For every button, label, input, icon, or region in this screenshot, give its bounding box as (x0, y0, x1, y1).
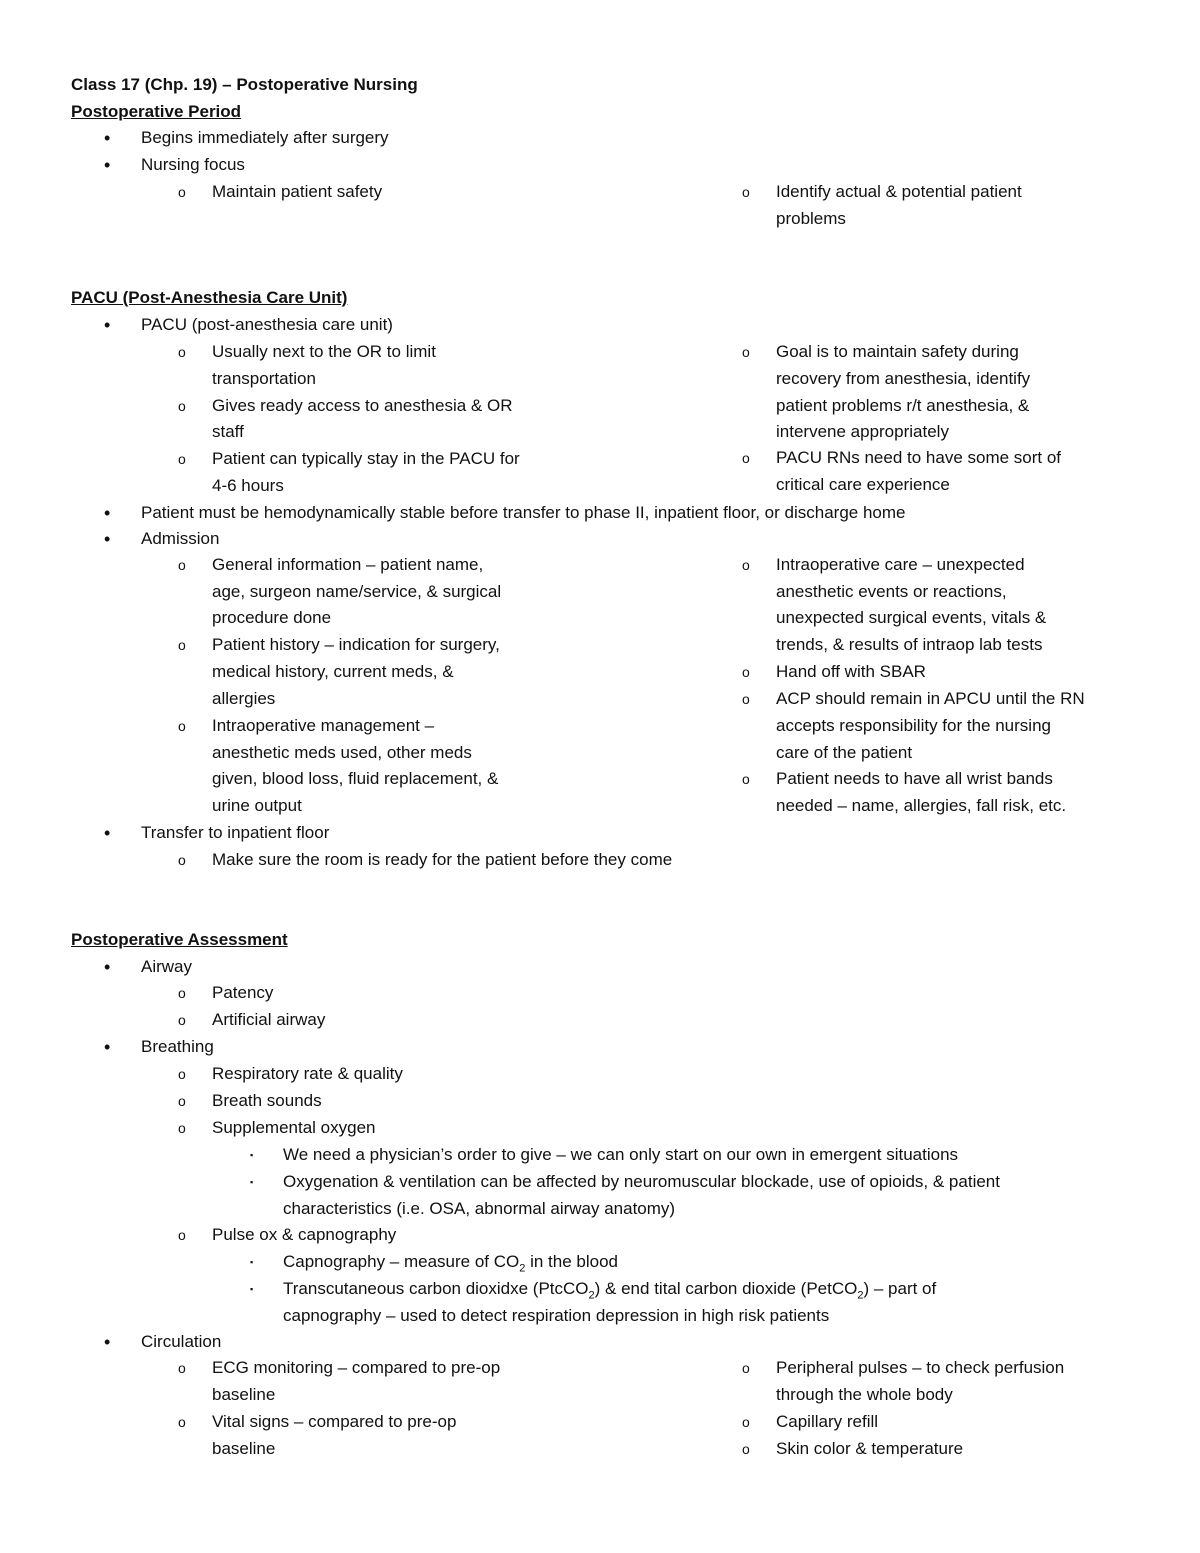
list-item: PACU RNs need to have some sort of (776, 448, 1062, 467)
sub-bullet-marker: o (742, 1414, 750, 1430)
list-item: Supplemental oxygen (212, 1118, 376, 1137)
list-item: ECG monitoring – compared to pre-op (212, 1358, 501, 1377)
bullet-marker: • (104, 957, 111, 977)
list-item: Hand off with SBAR (776, 662, 926, 681)
square-bullet-marker: ▪ (250, 1257, 254, 1267)
list-item-continuation: medical history, current meds, & (212, 662, 454, 681)
list-item-continuation: intervene appropriately (776, 422, 949, 441)
list-item: Patient history – indication for surgery, (212, 635, 500, 654)
sub-bullet-marker: o (742, 184, 750, 200)
sub-bullet-marker: o (742, 557, 750, 573)
list-item-continuation: procedure done (212, 608, 332, 627)
sub-bullet-marker: o (178, 1120, 186, 1136)
list-item: Patient can typically stay in the PACU for (212, 449, 520, 468)
document-title: Class 17 (Chp. 19) – Postoperative Nursing (71, 75, 418, 94)
list-item: General information – patient name, (212, 555, 484, 574)
list-item: Begins immediately after surgery (141, 128, 389, 147)
section-heading-postoperative-period: Postoperative Period (71, 102, 242, 121)
list-item: Respiratory rate & quality (212, 1064, 403, 1083)
list-item: Patient must be hemodynamically stable before transfer to phase II, inpatient floor, or discharge home (141, 503, 906, 522)
list-item: Breathing (141, 1037, 214, 1056)
sub-bullet-marker: o (178, 1012, 186, 1028)
list-item-continuation: staff (212, 422, 244, 441)
list-item-continuation: unexpected surgical events, vitals & (776, 608, 1047, 627)
list-item: Transcutaneous carbon dioxidxe (PtcCO$_2$) & end tital carbon dioxide (PetCO$_2$) – part of (283, 1279, 937, 1302)
sub-bullet-marker: o (178, 398, 186, 414)
sub-bullet-marker: o (742, 691, 750, 707)
list-item-continuation: critical care experience (776, 475, 950, 494)
list-item: Gives ready access to anesthesia & OR (212, 396, 513, 415)
list-item: Intraoperative management – (212, 716, 435, 735)
list-item-continuation: accepts responsibility for the nursing (776, 716, 1051, 735)
list-item: Vital signs – compared to pre-op (212, 1412, 457, 1431)
list-item-continuation: needed – name, allergies, fall risk, etc. (776, 796, 1067, 815)
list-item: We need a physician’s order to give – we can only start on our own in emergent situations (283, 1145, 959, 1164)
sub-bullet-marker: o (178, 1360, 186, 1376)
sub-bullet-marker: o (178, 637, 186, 653)
section-heading-pacu: PACU (Post-Anesthesia Care Unit) (71, 288, 348, 307)
bullet-marker: • (104, 1332, 111, 1352)
list-item-continuation: urine output (212, 796, 302, 815)
list-item-continuation: anesthetic meds used, other meds (212, 743, 472, 762)
list-item: Skin color & temperature (776, 1439, 964, 1458)
list-item: Pulse ox & capnography (212, 1225, 397, 1244)
bullet-marker: • (104, 155, 111, 175)
list-item: Patient needs to have all wrist bands (776, 769, 1053, 788)
sub-bullet-marker: o (742, 344, 750, 360)
list-item: Make sure the room is ready for the patient before they come (212, 850, 673, 869)
section-heading-postoperative-assessment: Postoperative Assessment (71, 930, 288, 949)
sub-bullet-marker: o (178, 1227, 186, 1243)
sub-bullet-marker: o (742, 771, 750, 787)
sub-bullet-marker: o (178, 184, 186, 200)
sub-bullet-marker: o (178, 852, 186, 868)
list-item-continuation: baseline (212, 1439, 276, 1458)
list-item-continuation: transportation (212, 369, 316, 388)
bullet-marker: • (104, 823, 111, 843)
list-item-continuation: 4-6 hours (212, 476, 284, 495)
list-item: Intraoperative care – unexpected (776, 555, 1025, 574)
sub-bullet-marker: o (742, 1360, 750, 1376)
sub-bullet-marker: o (742, 1441, 750, 1457)
square-bullet-marker: ▪ (250, 1177, 254, 1187)
bullet-marker: • (104, 315, 111, 335)
sub-bullet-marker: o (178, 985, 186, 1001)
square-bullet-marker: ▪ (250, 1284, 254, 1294)
list-item: Breath sounds (212, 1091, 322, 1110)
list-item: PACU (post-anesthesia care unit) (141, 315, 393, 334)
list-item-continuation: anesthetic events or reactions, (776, 582, 1007, 601)
list-item-continuation: care of the patient (776, 743, 913, 762)
list-item-continuation: allergies (212, 689, 276, 708)
sub-bullet-marker: o (742, 450, 750, 466)
sub-bullet-marker: o (178, 1414, 186, 1430)
list-item-continuation: capnography – used to detect respiration depression in high risk patients (283, 1306, 830, 1325)
bullet-marker: • (104, 529, 111, 549)
list-item-continuation: patient problems r/t anesthesia, & (776, 396, 1030, 415)
list-item: Identify actual & potential patient (776, 182, 1022, 201)
square-bullet-marker: ▪ (250, 1150, 254, 1160)
sub-bullet-marker: o (178, 718, 186, 734)
sub-bullet-marker: o (178, 557, 186, 573)
list-item: Capnography – measure of $CO_2$ in the blood (283, 1252, 619, 1275)
list-item-continuation: characteristics (i.e. OSA, abnormal airway anatomy) (283, 1199, 676, 1218)
sub-bullet-marker: o (742, 664, 750, 680)
list-item: Usually next to the OR to limit (212, 342, 436, 361)
list-item-continuation: recovery from anesthesia, identify (776, 369, 1031, 388)
list-item: Airway (141, 957, 193, 976)
list-item: Goal is to maintain safety during (776, 342, 1019, 361)
bullet-marker: • (104, 503, 111, 523)
list-item-continuation: baseline (212, 1385, 276, 1404)
list-item-continuation: age, surgeon name/service, & surgical (212, 582, 502, 601)
bullet-marker: • (104, 128, 111, 148)
sub-bullet-marker: o (178, 344, 186, 360)
list-item: Capillary refill (776, 1412, 879, 1431)
list-item: Circulation (141, 1332, 222, 1351)
list-item: Transfer to inpatient floor (141, 823, 330, 842)
sub-bullet-marker: o (178, 451, 186, 467)
list-item: Oxygenation & ventilation can be affected by neuromuscular blockade, use of opioids, & patient (283, 1172, 1000, 1191)
list-item: ACP should remain in APCU until the RN (776, 689, 1085, 708)
list-item: Peripheral pulses – to check perfusion (776, 1358, 1065, 1377)
list-item-continuation: through the whole body (776, 1385, 953, 1404)
list-item: Nursing focus (141, 155, 245, 174)
list-item: Admission (141, 529, 220, 548)
list-item: Artificial airway (212, 1010, 326, 1029)
list-item-continuation: problems (776, 209, 846, 228)
list-item: Maintain patient safety (212, 182, 383, 201)
list-item-continuation: given, blood loss, fluid replacement, & (212, 769, 499, 788)
bullet-marker: • (104, 1037, 111, 1057)
list-item: Patency (212, 983, 274, 1002)
list-item-continuation: trends, & results of intraop lab tests (776, 635, 1043, 654)
sub-bullet-marker: o (178, 1093, 186, 1109)
sub-bullet-marker: o (178, 1066, 186, 1082)
